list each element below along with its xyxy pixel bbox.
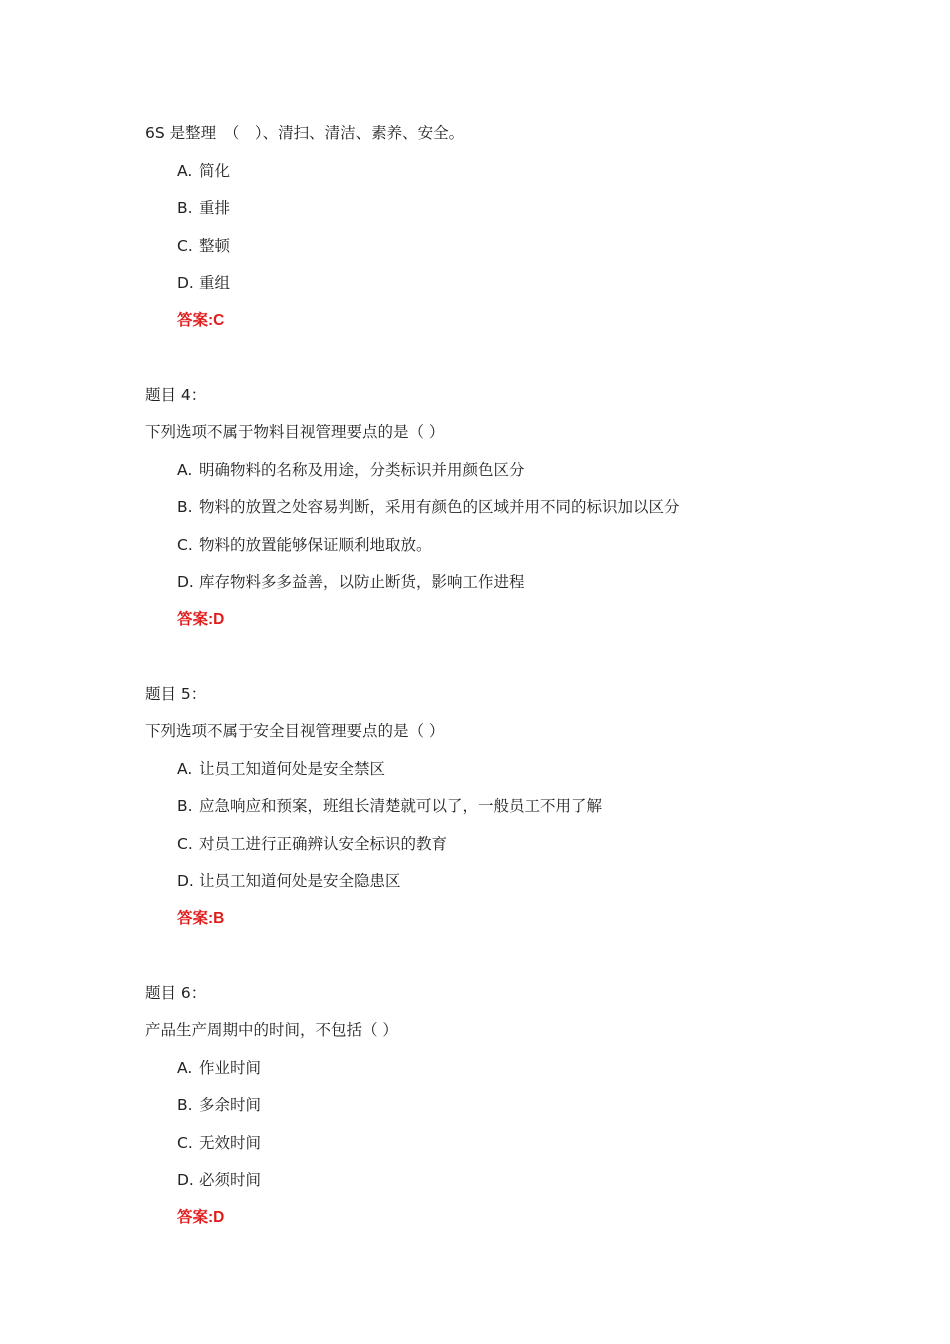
question-header: 题目 6： [145,984,207,1002]
option-letter: C. [177,835,193,853]
option-c [177,1133,261,1153]
option-letter: B. [177,797,193,815]
option-text: 多余时间 [199,1096,262,1114]
option-letter: D. [177,573,194,591]
answer-label: 答案:D [177,1209,225,1226]
question-stem: 6S 是整理 （ ）、清扫、清洁、素养、安全。 [145,124,465,142]
option-d [177,1170,261,1190]
option-a [177,161,230,181]
option-b [177,198,230,218]
option-text: 让员工知道何处是安全禁区 [199,760,386,778]
option-letter: D. [177,274,194,292]
option-text: 对员工进行正确辨认安全标识的教育 [199,835,448,853]
option-text: 简化 [199,162,231,180]
option-text: 物料的放置能够保证顺利地取放。 [199,536,432,554]
option-text: 整顿 [199,237,231,255]
option-text: 让员工知道何处是安全隐患区 [199,872,401,890]
option-text: 库存物料多多益善，以防止断货，影响工作进程 [199,573,525,591]
option-a [177,759,385,779]
option-b [177,497,680,517]
option-b [177,796,602,816]
option-letter: D. [177,1171,194,1189]
option-text: 必须时间 [199,1171,262,1189]
option-text: 物料的放置之处容易判断，采用有颜色的区域并用不同的标识加以区分 [199,498,680,516]
option-c [177,535,432,555]
option-b [177,1095,261,1115]
option-d [177,572,525,592]
option-d [177,273,230,293]
option-letter: C. [177,536,193,554]
option-text: 重排 [199,199,231,217]
option-a [177,1058,261,1078]
option-letter: B. [177,498,193,516]
option-text: 无效时间 [199,1134,262,1152]
question-header: 题目 4： [145,386,207,404]
option-text: 明确物料的名称及用途，分类标识并用颜色区分 [199,461,525,479]
question-stem: 产品生产周期中的时间，不包括（ ） [145,1021,398,1039]
option-letter: C. [177,237,193,255]
option-letter: C. [177,1134,193,1152]
option-letter: B. [177,1096,193,1114]
option-letter: A. [177,1059,193,1077]
option-text: 重组 [199,274,231,292]
option-letter: B. [177,199,193,217]
option-c [177,236,230,256]
answer-label: 答案:B [177,910,225,927]
option-d [177,871,401,891]
option-text: 应急响应和预案，班组长清楚就可以了，一般员工不用了解 [199,797,603,815]
option-letter: A. [177,461,193,479]
question-header: 题目 5： [145,685,207,703]
question-stem: 下列选项不属于安全目视管理要点的是（ ） [145,722,445,740]
answer-label: 答案:C [177,312,225,329]
option-letter: D. [177,872,194,890]
option-c [177,834,447,854]
option-letter: A. [177,760,193,778]
option-text: 作业时间 [199,1059,262,1077]
option-letter: A. [177,162,193,180]
question-stem: 下列选项不属于物料目视管理要点的是（ ） [145,423,445,441]
option-a [177,460,525,480]
answer-label: 答案:D [177,611,225,628]
